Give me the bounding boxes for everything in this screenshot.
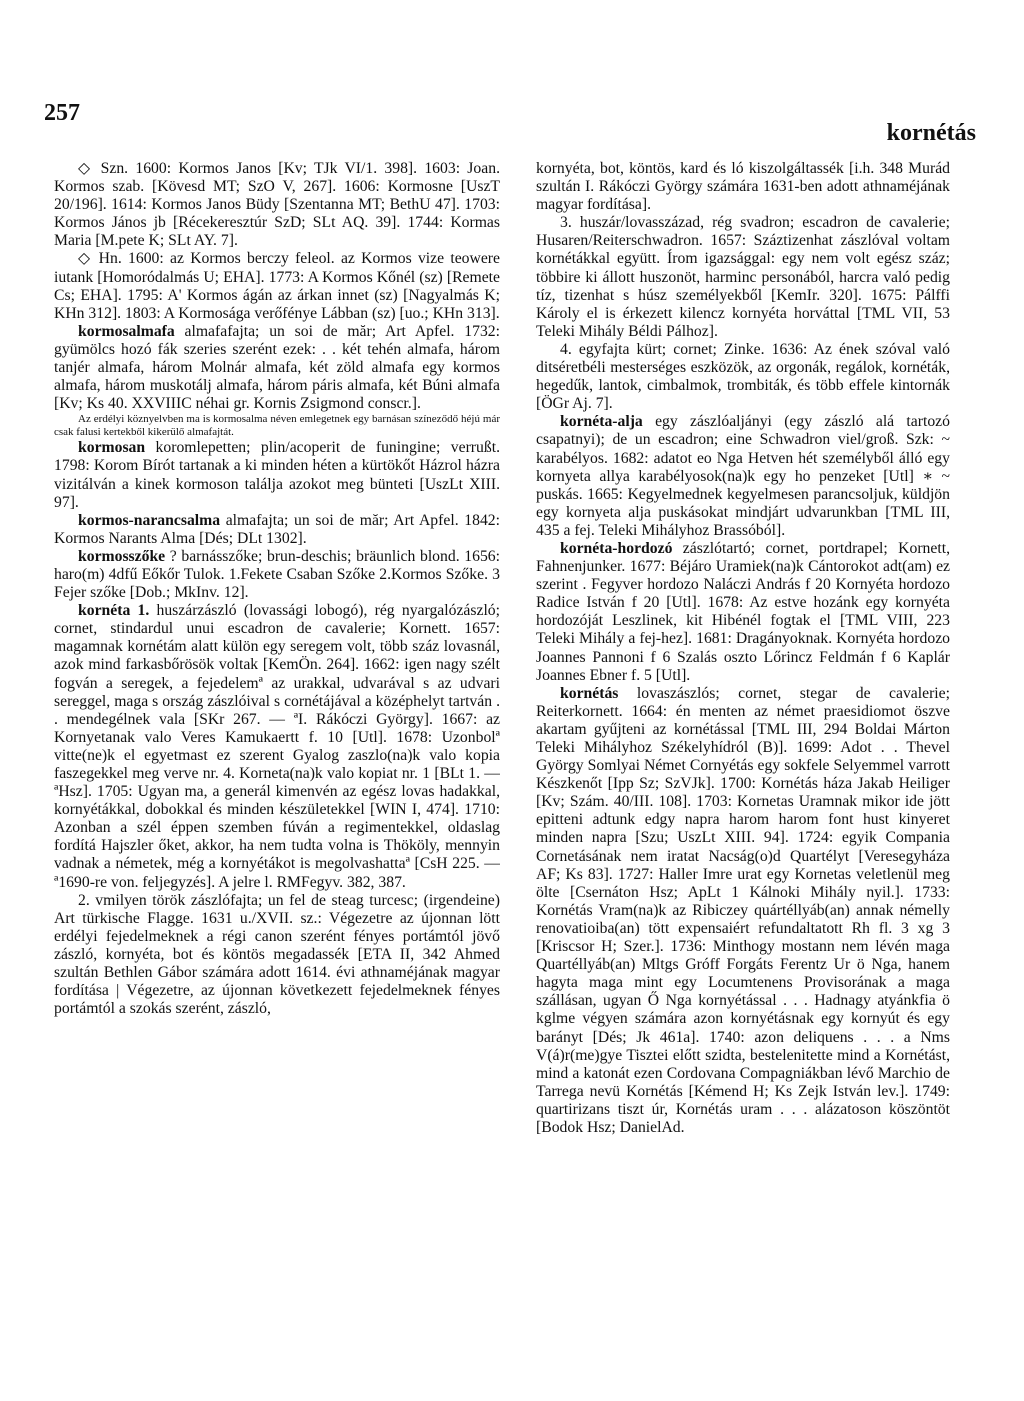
entry-note: Az erdélyi köznyelvben ma is kormosalma néven emlegetnek egy barnásan színeződő héjú már csak falusi kertekből kikerülő almafajtát. <box>54 413 500 439</box>
headword: kornéta-hordozó <box>560 539 673 557</box>
entry-text: almafajta; un soi de măr; Art Apfel. 1842: Kormos Narants Alma [Dés; DLt 1302]. <box>54 511 500 547</box>
headword: kormos-narancsalma <box>78 511 221 529</box>
entry-kornetas <box>536 685 950 1137</box>
entry-text: egy zászlóaljányi (egy zászló alá tartozó csapatnyi); de un escadron; eine Schwadron viel/groß. Szk: ~ karabélyos. 1682: adatot eo Nga Hetven hét személyből álló egy kornyeta allya karabélyosok(na)k egy ho penzeket [Utl] ∗ ~ puskás. 1665: Kegyelmednek kegyelmesen parancsoljuk, küldjön egy kornyeta alja puskásokat mindjárt udvarunkban [TML III, 435 a fej. Teleki Mihályhoz Brassóból]. <box>536 413 950 539</box>
entry-text: huszárzászló (lovassági lobogó), rég nyargalózászló; cornet, stindardul unui escadron de cavalerie; Kornett. 1657: magamnak kornétám alatt külön egy seregem volt, több száz lovasnál, azok mind farkasbőrösök voltak [KemÖn. 264]. 1662: igen nagy szélt fogván a seregek, a fejedelemª az urakkal, udvarával s az udvari sereggel, maga s ország zászlóival s cornétájával a középhelyt tartván . . mendegélnek vala [SKr 267. — ªI. Rákóczi György]. 1667: az Kornyetanak valo Veres Kamukaertt f. 10 [Utl]. 1678: Uzonbolª vitte(ne)k el egyetmast ez szerent Gyalog zaszlo(na)k valo kopia faszegekkel meg verve nr. 4. Korneta(na)k valo kopiat nr. 1 [BLt 1. — ªHsz]. 1705: Ugyan ma, a generál kimenvén az egész lovas hadakkal, kornyétákkal, dobokkal és minden készületekkel [WIN I, 474]. 1710: Azonban a szél éppen szemben fúván a regimentekkel, oldaslag fordítá Hajszler őket, akkor, ha nem tudta volna is Thököly, mennyin vadnak a németek, még a kornyétákot is megolvashattaª [CsH 225. — ª1690-re von. feljegyzés]. A jelre l. RMFegyv. 382, 387. <box>54 602 500 891</box>
entry-kormos-narancsalma <box>54 512 500 548</box>
entry-text: koromlepetten; plin/acoperit de funingine; verrußt. 1798: Korom Bírót tartanak a ki minden héten a kürtökőt Házrol házra vizitálván a kinek kormoson találja azokot meg bünteti [UszLt XIII. 97]. <box>54 439 500 511</box>
entry-korneta-alja <box>536 413 950 540</box>
entry-korneta-3: 3. huszár/lovasszázad, rég svadron; escadron de cavalerie; Husaren/Reiterschwadron. 1657: Száztizenhat zászlóval voltam kornétákkal együtt. Írom igazsággal: egy nem volt egész száz; többire ki állott huszonöt, harminc personából, harcra való pedig tíz, tizenhat s húsz személyekből [KemIr. 320]. 1675: Pálffi Károly el is érkezett kilencz kornyéta horváttal [TML VII, 53 Teleki Mihály Béldi Pálhoz]. <box>536 214 950 340</box>
entry-korneta-hordozo <box>536 540 950 685</box>
kormos-hn-paragraph: ◇ Hn. 1600: az Kormos berczy feleol. az Kormos vize teowere iutank [Homoródalmás U; EHA]. 1773: A Kormos Kőnél (sz) [Remete Cs; EHA]. 1795: A' Kormos ágán az árkan innet (sz) [Nagyalmás K; KHn 312]. 1803: A Kormosága verőfénye Lábban (sz) [uo.; KHn 313]. <box>54 250 500 322</box>
entry-text: almafafajta; un soi de măr; Art Apfel. 1732: gyümölcs hozó fák szeries szerént ezek: . . két tehén almafa, három tanjér almafa, három Molnár almafa, két zöld almafa egy kormos almafa, három muskotálj almafa, három páris almafa, két Búni almafa [Kv; Ks 40. XXVIIIC néhai gr. Kornis Zsigmond conscr.]. <box>54 322 500 413</box>
entry-korneta-2: 2. vmilyen török zászlófajta; un fel de steag turcesc; (irgendeine) Art türkische Flagge. 1631 u./XVII. sz.: Végezetre az újonnan lött erdélyi fejedelmeknek a régi canon szerént fényes portámtól jövő zászló, kornyéta, bot és köntös megadassék [ETA II, 342 Ahmed szultán Bethlen Gábor számára adott 1614. évi athnaméjának magyar fordítása | Végezetre, az újonnan következett fejedelmeknek fényes portámtól a szokás szerént, zászló, <box>54 891 500 1018</box>
korneta-continuation: kornyéta, bot, köntös, kard és ló kiszolgáltassék [i.h. 348 Murád szultán I. Rákóczi György számára 1631-ben adott athnaméjának magyar fordítása]. <box>536 160 950 214</box>
right-column <box>536 160 950 1385</box>
headword: kormosan <box>78 439 146 457</box>
entry-kormosszoke <box>54 548 500 602</box>
page-number: 257 <box>44 100 80 126</box>
headword: kormosszőke <box>78 547 166 565</box>
entry-text: zászlótartó; cornet, portdrapel; Kornett, Fahnenjunker. 1677: Béjáro Uramiek(na)k Cántorokot adt(am) ez szerint . Fegyver hordozo Naláczi András f 20 Kornyéta hordozo Radice István f 20 [Utl]. 1678: Az estve hozánk egy kornyéta hordozóját Leszlinek, kit Hibénél fogtak el [TML VIII, 223 Teleki Mihály a fej-hez]. 1681: Dragányoknak. Kornyéta hordozo Joannes Pannoni f 6 Szalás oszto Lőrincz Feldmán f 6 Kaplár Joannes Ebner f. 5 [Utl]. <box>536 539 950 684</box>
entry-korneta-4: 4. egyfajta kürt; cornet; Zinke. 1636: Az ének szóval való ditséretbéli mesterséges eszközök, az orgonák, regálok, kornéták, hegedűk, lantok, cimbalmok, trombiták, és több effele kintornák [ÖGr Aj. 7]. <box>536 340 950 413</box>
running-head: kornétás <box>886 120 976 146</box>
headword: kornéta 1. <box>78 602 150 620</box>
entry-text: lovaszászlós; cornet, stegar de cavalerie; Reiterkornett. 1664: én menten az német praesidiomot öszve akartam gyűjteni az kornétással [TML III, 294 Boldai Márton Teleki Mihályhoz Székelyhídról (B)]. 1699: Adot . . Thevel György Somlyai Német Cornyétás egy sokfele Selyemmel varrott Készkenőt [Ipp Sz; SzVJk]. 1700: Kornétás háza Jakab Heiliger [Kv; Szám. 40/III. 108]. 1703: Kornetas Uramnak mikor ide jött epitteni adtunk edgy napra harom harom font hust kinyeret minden napra [Szu; UszLt XIII. 94]. 1724: egyik Compania Cornetásának nem iratat Nacság(o)d Quartélyt [Veresegyháza AF; Ks 83]. 1727: Haller Imre urat egy Kornetas veletlenül meg ölte [Csernáton Hsz; ApLt 1 Kálnoki Mihály nyil.]. 1733: Kornétás Vram(na)k az Ribiczey quártéllyáb(an) annak némelly renovatioiba(an) tött expensaiért refundaltatott Rh fl. 3 xg 3 [Kriscsor H; Szer.]. 1736: Minthogy mostann nem lévén maga Quartéllyáb(an) Mltgs Gróff Forgáts Ferentz Ur ö Nga, hanem hagyta maga mint egy Locumtenens Provisorának a maga szállásan, ugyan Ő Nga kornyétással . . . Hadnagy atyánkfia ö kglme végyen számára azon kornyétásnak egy kornyút és egy barányt [Dés; Jk 461a]. 1740: azon deliquens . . . a Nms V(á)r(me)gye Tisztei előtt szidta, bestelenitette mind a Kornétást, mind a katonát ezen Cordovana Compagniákban lévő Marchio de Tarrega nevü Kornétás [Kémend H; Ks Zejk István lev.]. 1749: quartirizans tiszt úr, Kornétás uram . . . alázatoson köszöntöt [Bodok Hsz; DanielAd. <box>536 684 950 1136</box>
entry-kormosan <box>54 439 500 511</box>
headword: kornétás <box>560 684 619 702</box>
entry-kormosalmafa <box>54 323 500 413</box>
headword: kormosalmafa <box>78 322 175 340</box>
entry-text: ? barnásszőke; brun-deschis; bräunlich blond. 1656: haro(m) 4dfű Eőkőr Tulok. 1.Fekete Csaban Szőke 2.Kormos Szőke. 3 Fejer szőke [Dob.; MkInv. 12]. <box>54 547 500 602</box>
headword: kornéta-alja <box>560 413 643 431</box>
kormos-szn-paragraph: ◇ Szn. 1600: Kormos Janos [Kv; TJk VI/1. 398]. 1603: Joan. Kormos szab. [Kövesd MT; SzO V, 267]. 1606: Kormosne [UszT 20/196]. 1614: Kormos Janos Büdy [Szentanna MT; BethU 47]. 1703: Kormos János jb [Récekeresztúr SzD; SLt AQ. 39]. 1744: Kormas Maria [M.pete K; SLt AY. 7]. <box>54 160 500 250</box>
entry-korneta-1 <box>54 602 500 892</box>
left-column <box>54 160 500 1385</box>
